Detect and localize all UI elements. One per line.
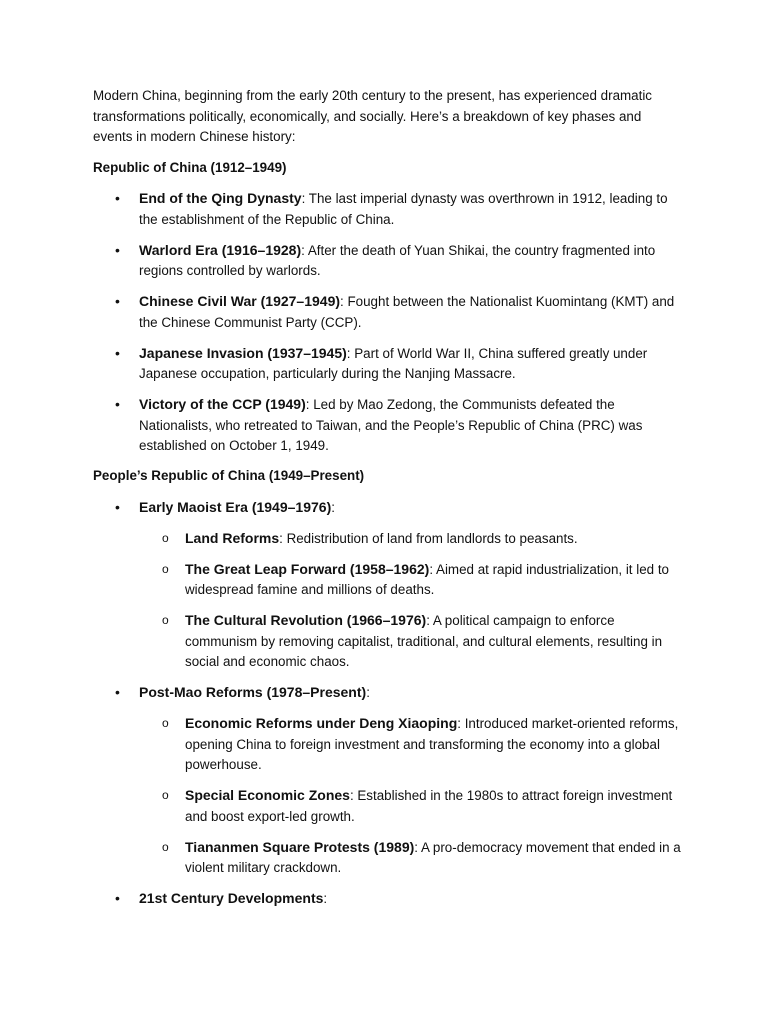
document-body — [93, 86, 683, 919]
section-heading-republic: Republic of China (1912–1949) — [93, 159, 287, 175]
list-item — [93, 188, 683, 230]
item-text: : Aimed at rapid industrialization, it led to widespread famine and millions of deaths. — [185, 561, 669, 597]
item-term: End of the Qing Dynasty — [139, 190, 302, 206]
list-item — [93, 888, 683, 910]
bullet-icon: • — [115, 498, 120, 515]
sub-list-post-mao — [139, 713, 683, 879]
sub-list-item — [139, 559, 683, 601]
circle-bullet-icon: o — [162, 839, 169, 854]
list-item — [93, 291, 683, 333]
intro-paragraph: Modern China, beginning from the early 20th century to the present, has experienced dramatic transformations politically, economically, and socially. Here’s a breakdown of key phases and events in modern Chinese history: — [93, 88, 653, 144]
sub-list-item — [139, 837, 683, 879]
item-text: : Established in the 1980s to attract foreign investment and boost export-led growth. — [185, 788, 673, 824]
item-text: : — [323, 891, 328, 906]
item-term: The Great Leap Forward (1958–1962) — [185, 560, 430, 577]
bullet-icon: • — [115, 241, 120, 258]
item-term: Economic Reforms under Deng Xiaoping — [185, 715, 458, 731]
section-heading-prc: People’s Republic of China (1949–Present) — [93, 468, 365, 483]
list-item — [93, 394, 683, 457]
item-term: Warlord Era (1916–1928) — [139, 241, 302, 258]
bullet-icon: • — [115, 293, 120, 309]
sub-list-item — [139, 610, 683, 673]
item-text: : Part of World War II, China suffered greatly under Japanese occupation, particularly during the Nanjing Massacre. — [139, 345, 648, 381]
item-term: Early Maoist Era (1949–1976) — [139, 498, 332, 515]
list-item — [93, 343, 683, 385]
item-text: : Led by Mao Zedong, the Communists defeated the Nationalists, who retreated to Taiwan, and the People’s Republic of China (PRC) was established on October 1, 1949. — [139, 397, 643, 453]
item-text: : After the death of Yuan Shikai, the country fragmented into regions controlled by warlords. — [139, 242, 656, 278]
item-term: Tiananmen Square Protests (1989) — [185, 838, 415, 855]
item-text: : A pro-democracy movement that ended in a violent military crackdown. — [185, 839, 681, 875]
bullet-icon: • — [115, 396, 120, 412]
bullet-icon: • — [115, 344, 120, 361]
list-item — [93, 240, 683, 282]
item-term: Victory of the CCP (1949) — [139, 396, 306, 412]
section-list-republic — [93, 188, 683, 457]
bullet-icon: • — [115, 684, 120, 700]
bullet-icon: • — [115, 190, 120, 206]
item-text: : Introduced market-oriented reforms, opening China to foreign investment and transforming the economy into a global powerhouse. — [185, 716, 679, 772]
item-text: : The last imperial dynasty was overthrown in 1912, leading to the establishment of the Republic of China. — [139, 191, 668, 227]
circle-bullet-icon: o — [162, 613, 169, 627]
item-term: Post-Mao Reforms (1978–Present) — [139, 684, 367, 700]
item-term: Special Economic Zones — [185, 787, 350, 803]
section-list-prc — [93, 497, 683, 910]
item-text: : — [366, 685, 370, 700]
item-term: 21st Century Developments — [139, 890, 324, 906]
circle-bullet-icon: o — [162, 788, 169, 802]
sub-list-item — [139, 528, 683, 550]
sub-list-item — [139, 785, 683, 827]
item-text: : — [331, 499, 335, 515]
circle-bullet-icon: o — [162, 561, 169, 576]
item-text: : Redistribution of land from landlords to peasants. — [279, 530, 578, 546]
sub-list-item — [139, 713, 683, 776]
item-term: Chinese Civil War (1927–1949) — [139, 293, 341, 309]
bullet-icon: • — [115, 890, 120, 906]
item-term: Japanese Invasion (1937–1945) — [139, 344, 347, 361]
item-text: : Fought between the Nationalist Kuomintang (KMT) and the Chinese Communist Party (CCP). — [139, 294, 675, 330]
circle-bullet-icon: o — [162, 716, 169, 730]
list-item — [93, 682, 683, 879]
list-item — [93, 497, 683, 673]
sub-list-maoist — [139, 528, 683, 673]
item-term: Land Reforms — [185, 529, 280, 546]
circle-bullet-icon: o — [162, 530, 169, 545]
item-text: : A political campaign to enforce communism by removing capitalist, traditional, and cultural elements, resulting in social and economic chaos. — [185, 613, 663, 669]
item-term: The Cultural Revolution (1966–1976) — [185, 612, 427, 628]
